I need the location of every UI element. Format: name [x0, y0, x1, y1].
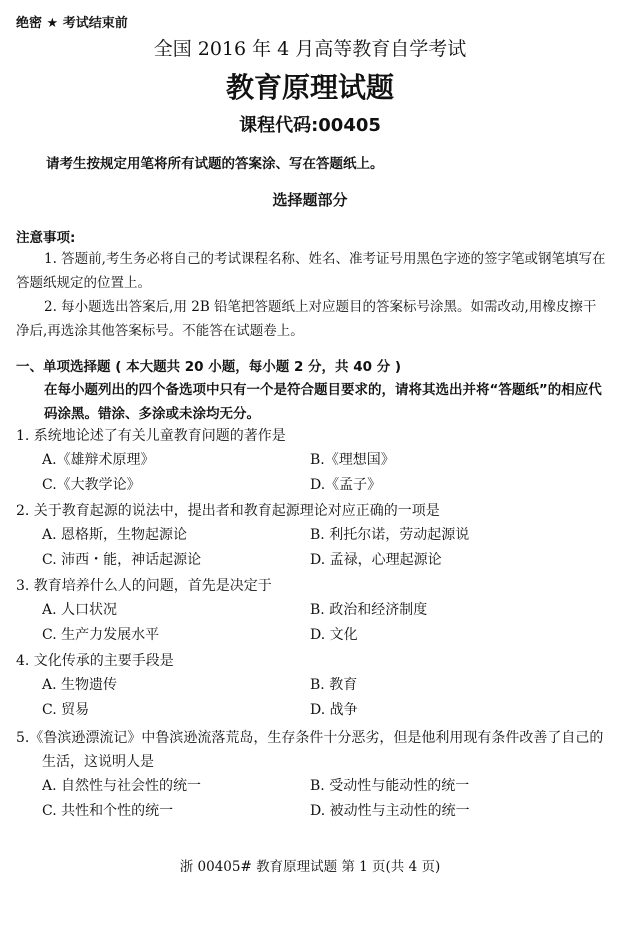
option-a: A. 人口状况	[42, 602, 118, 618]
question-options	[16, 598, 610, 648]
page-title: 教育原理试题	[225, 71, 394, 104]
option-b: B. 受动性与能动性的统一	[310, 778, 470, 794]
question-1	[16, 424, 610, 498]
notes-heading: 注意事项:	[16, 230, 76, 246]
question-stem: 2. 关于教育起源的说法中，提出者和教育起源理论对应正确的一项是	[16, 503, 440, 519]
question-4	[16, 649, 610, 723]
question-stem: 1. 系统地论述了有关儿童教育问题的著作是	[16, 428, 286, 444]
option-c: C. 共性和个性的统一	[42, 803, 174, 819]
option-d: D. 被动性与主动性的统一	[310, 803, 470, 819]
question-stem: 3. 教育培养什么人的问题，首先是决定于	[16, 578, 272, 594]
course-code: 课程代码:00405	[239, 115, 381, 136]
option-b: B. 利托尔诺，劳动起源说	[310, 527, 470, 543]
question-options	[16, 673, 610, 723]
option-c: C. 生产力发展水平	[42, 627, 160, 643]
option-a: A. 自然性与社会性的统一	[42, 778, 202, 794]
option-a: A. 生物遗传	[42, 677, 118, 693]
exam-session-line: 全国 2016 年 4 月高等教育自学考试	[153, 38, 467, 60]
question-options	[16, 774, 610, 824]
section-description: 在每小题列出的四个备选项中只有一个是符合题目要求的，请将其选出并将“答题纸”的相应代码涂黑。错涂、多涂或未涂均无分。	[44, 382, 602, 422]
question-3	[16, 574, 610, 648]
option-b: B. 政治和经济制度	[310, 602, 428, 618]
option-a: A.《雄辩术原理》	[42, 452, 155, 468]
section-heading: 一、单项选择题 ( 本大题共 20 小题，每小题 2 分，共 40 分 )	[16, 359, 402, 375]
part-title: 选择题部分	[272, 191, 348, 209]
option-c: C. 沛西・能，神话起源论	[42, 552, 202, 568]
option-c: C.《大教学论》	[42, 477, 141, 493]
option-d: D. 文化	[310, 627, 358, 643]
question-options	[16, 523, 610, 573]
note-item: 1. 答题前,考生务必将自己的考试课程名称、姓名、准考证号用黑色字迹的签字笔或钢笔填写在答题纸规定的位置上。	[16, 251, 606, 291]
question-5	[16, 726, 610, 824]
question-options	[16, 448, 610, 498]
option-d: D. 战争	[310, 702, 358, 718]
confidential-label: 绝密 ★ 考试结束前	[16, 16, 128, 31]
note-item: 2. 每小题选出答案后,用 2B 铅笔把答题纸上对应题目的答案标号涂黑。如需改动,用橡皮擦干净后,再选涂其他答案标号。不能答在试题卷上。	[16, 299, 597, 339]
question-stem: 5.《鲁滨逊漂流记》中鲁滨逊流落荒岛，生存条件十分恶劣，但是他利用现有条件改善了自己的生活，这说明人是	[16, 730, 604, 770]
option-c: C. 贸易	[42, 702, 90, 718]
option-d: D. 孟禄，心理起源论	[310, 552, 442, 568]
option-b: B.《理想国》	[310, 452, 395, 468]
answer-instruction: 请考生按规定用笔将所有试题的答案涂、写在答题纸上。	[46, 156, 384, 172]
option-b: B. 教育	[310, 677, 358, 693]
option-a: A. 恩格斯，生物起源论	[42, 527, 188, 543]
page-footer: 浙 00405# 教育原理试题 第 1 页(共 4 页)	[179, 859, 441, 875]
option-d: D.《孟子》	[310, 477, 382, 493]
question-2	[16, 499, 610, 573]
question-stem: 4. 文化传承的主要手段是	[16, 653, 174, 669]
